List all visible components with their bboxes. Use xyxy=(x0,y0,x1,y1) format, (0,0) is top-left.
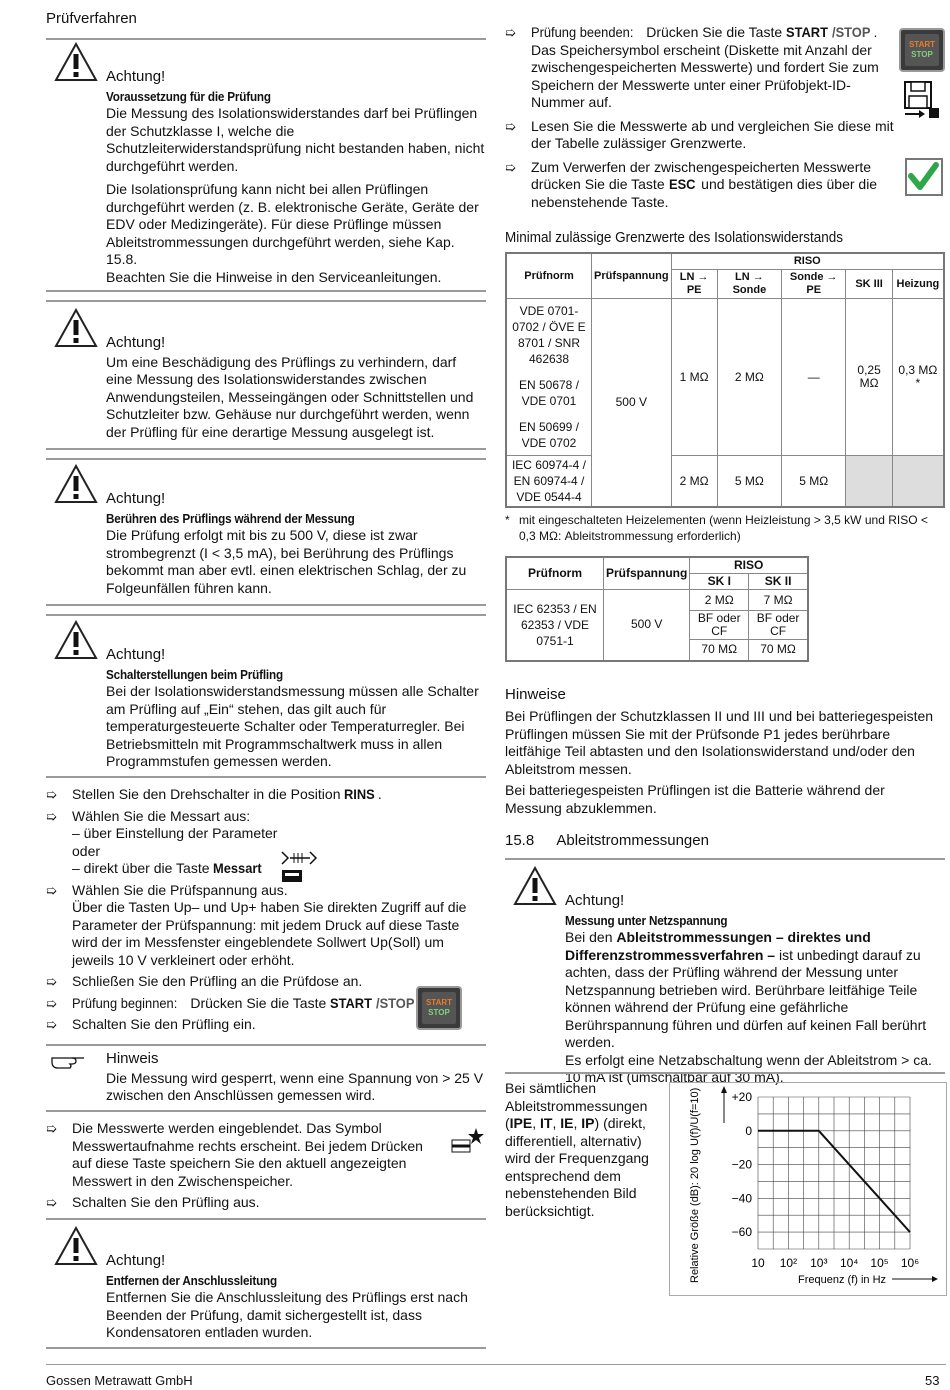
value-cell: 5 MΩ xyxy=(717,456,781,508)
warning-subtitle: Messung unter Netzspannung xyxy=(565,912,728,928)
divider xyxy=(46,300,486,302)
step-text: Lesen Sie die Messwerte ab und vergleichen Sie diese mit der Tabelle zulässiger Grenzwerte. xyxy=(531,117,894,151)
warning-title: Achtung! xyxy=(565,892,625,909)
value-cell: 70 MΩ xyxy=(749,640,808,661)
divider xyxy=(505,858,945,860)
warning-text: Die Messung des Isolationswiderstandes darf bei Prüflingen der Schutzklasse I, welche die Schutzleiterwiderstandsprüfung nicht bestanden haben, nicht durchgeführt werden. xyxy=(106,105,485,174)
value-cell: BF oder CF xyxy=(690,611,749,640)
note-bold: IP xyxy=(581,1115,595,1131)
step-text: Die Messwerte werden eingeblendet. Das Symbol Messwertaufnahme rechts erscheint. Bei jedem Drücken auf diese Taste speichern Sie den aktuell angezeigten Messwert in den Zwischenspeicher. xyxy=(72,1120,423,1189)
step-item xyxy=(46,1120,432,1190)
stop-label: /STOP xyxy=(831,24,871,40)
hinweise-paragraph: Bei Prüflingen der Schutzklassen II und III und bei batteriegespeisten Prüflingen müssen Sie mit der Prüfsonde P1 jedes berührbare leitfähige Teil abtasten und den Isolationswiderstand und/oder den Ableitstrom messen. xyxy=(505,708,934,777)
warning-triangle-icon xyxy=(54,308,98,353)
divider xyxy=(46,776,486,778)
confirm-check-icon[interactable] xyxy=(905,158,943,201)
warning-text: Entfernen Sie die Anschlussleitung des Prüflings erst nach Beenden der Prüfung, damit sichergestellt ist, dass Kondensatoren entladen wurden. xyxy=(106,1289,468,1340)
step-item xyxy=(46,1194,486,1212)
divider xyxy=(46,614,486,616)
value-cell: 1 MΩ xyxy=(671,299,717,456)
divider xyxy=(46,448,486,450)
arrow-bullet-icon: ➯ xyxy=(46,882,57,898)
value-cell: 2 MΩ xyxy=(671,456,717,508)
step-text: Drücken Sie die Taste xyxy=(642,24,787,40)
warning-subtitle: Berühren des Prüflings während der Messung xyxy=(106,510,355,526)
iec-table xyxy=(505,556,809,662)
warning-triangle-icon xyxy=(54,1226,98,1271)
warning-text xyxy=(565,929,945,1052)
step-text: – direkt über die Taste xyxy=(72,860,214,876)
divider xyxy=(505,1072,945,1074)
norm-text: VDE 0701-0702 / ÖVE E 8701 / SNR 462638 xyxy=(512,304,586,366)
step-list xyxy=(46,1120,486,1216)
step-text: Wählen Sie die Prüfspannung aus. xyxy=(72,881,288,898)
norm-text: EN 50699 / VDE 0702 xyxy=(518,420,580,450)
frequency-chart xyxy=(669,1082,947,1296)
divider xyxy=(46,1044,486,1046)
norm-cell xyxy=(506,299,592,456)
warning-text: Die Prüfung erfolgt mit bis zu 500 V, diese ist zwar strombegrenzt (I < 3,5 mA), bei Berührung des Prüflings bekommt man aber evtl. einen elektrischen Schlag, der zu Folgeunfällen führen kann. xyxy=(106,527,467,596)
frequency-note xyxy=(505,1080,657,1220)
col-header: LN → PE xyxy=(671,270,717,299)
step-item xyxy=(46,882,486,970)
start-key-text: START xyxy=(908,40,936,49)
hinweise-text xyxy=(505,708,945,817)
x-tick-label: 10⁴ xyxy=(839,1256,859,1270)
arrow-bullet-icon: ➯ xyxy=(505,118,516,134)
stop-label: /STOP xyxy=(375,994,415,1011)
save-disk-icon[interactable] xyxy=(903,80,941,125)
start-label: START xyxy=(330,994,373,1011)
x-tick-label: 10 xyxy=(751,1256,765,1270)
messart-key-label: Messart xyxy=(213,860,263,876)
col-header: LN → Sonde xyxy=(717,270,781,299)
warning-text: Bei der Isolationswiderstandsmessung müssen alle Schalter am Prüfling auf „Ein“ stehen, das gilt auch für temperaturgesteuerte Schalter oder Temperaturregler. Bei Betriebsmitteln mit Programmschaltwerk muss in allen Programmstufen gemessen werden. xyxy=(106,683,479,769)
warning-title: Achtung! xyxy=(106,68,166,85)
divider xyxy=(46,290,486,292)
step-text: Wählen Sie die Messart aus: xyxy=(72,807,251,824)
col-header: Prüfnorm xyxy=(506,557,604,590)
step-lead: Prüfung beenden: xyxy=(531,24,634,40)
step-text: Schalten Sie den Prüfling ein. xyxy=(72,1016,256,1032)
warning-text: Es erfolgt eine Netzabschaltung wenn der Ableitstrom > ca. 10 mA ist (umschaltbar auf 30 mA). xyxy=(565,1051,932,1085)
value-cell: 5 MΩ xyxy=(782,456,846,508)
note-text: , xyxy=(532,1115,541,1131)
col-header: Sonde → PE xyxy=(782,270,846,299)
hint-title: Hinweis xyxy=(106,1050,159,1067)
step-text: Stellen Sie den Drehschalter in die Position xyxy=(72,786,345,802)
warning-text-part: ist unbedingt darauf zu achten, dass der Prüfling während der Messung unter Netzspannung betrieben wird. Berührbare leitfähige Teile können während der Prüfung eine gefährliche Berührspannung führen und dürfen auf keinen Fall berührt werden. xyxy=(565,946,927,1050)
x-tick-label: 10⁶ xyxy=(900,1256,920,1270)
col-header: Heizung xyxy=(892,270,944,299)
pointing-hand-icon xyxy=(50,1052,86,1075)
value-cell: 70 MΩ xyxy=(690,640,749,661)
warning-title: Achtung! xyxy=(106,1252,166,1269)
step-text: . xyxy=(873,24,878,40)
col-header: Prüfspannung xyxy=(604,557,690,590)
value-cell: 2 MΩ xyxy=(717,299,781,456)
x-tick-label: 10⁵ xyxy=(870,1256,889,1270)
norm-cell: IEC 60974-4 / EN 60974-4 / VDE 0544-4 xyxy=(506,456,592,508)
step-text: Zum Verwerfen der zwischengespeicherten Messwerte drücken Sie die Taste xyxy=(531,158,872,192)
x-tick-label: 10² xyxy=(779,1256,798,1270)
y-tick-label: −40 xyxy=(731,1191,752,1206)
warning-title: Achtung! xyxy=(106,334,166,351)
step-item xyxy=(46,808,486,878)
arrow-bullet-icon: ➯ xyxy=(505,25,516,40)
note-text: ) (direkt, differentiell, alternativ) wird der Frequenzgang entsprechend dem nebenstehenden Bild berücksichtigt. xyxy=(505,1115,649,1219)
step-list xyxy=(505,24,945,215)
divider xyxy=(46,1110,486,1112)
divider xyxy=(46,458,486,460)
y-axis-arrowhead xyxy=(721,1086,727,1093)
warning-text: Um eine Beschädigung des Prüflings zu verhindern, darf eine Messung des Isolationswiderstandes zwischen Anwendungsteilen, Messeingängen oder Schnittstellen und Schutzleiter bzw. Gehäuse nur durchgeführt werden, wenn der Prüfling für eine derartige Messung ausgelegt ist. xyxy=(106,353,474,440)
warning-text: Die Isolationsprüfung kann nicht bei allen Prüflingen durchgeführt werden (z. B. elektronische Geräte, Geräte der EDV oder Medizingeräte). Für diese Prüflinge müssen Ableitstrommessungen durchgeführt werden, siehe Kap. 15.8. xyxy=(106,181,479,267)
footer-divider xyxy=(46,1364,946,1365)
riso-header: RISO xyxy=(690,557,808,574)
start-key-text: START xyxy=(425,998,453,1007)
empty-cell xyxy=(892,456,944,508)
warning-triangle-icon xyxy=(54,42,98,87)
start-stop-key-icon[interactable] xyxy=(899,28,945,72)
note-text: Bei sämtlichen Ableitstrommessungen ( xyxy=(505,1080,648,1131)
rins-label: RINS xyxy=(344,786,376,802)
col-header: SK I xyxy=(690,574,749,590)
voltage-cell: 500 V xyxy=(592,299,672,508)
norm-cell: IEC 62353 / EN 62353 / VDE 0751-1 xyxy=(506,590,604,661)
start-stop-key-icon[interactable] xyxy=(416,986,462,1030)
arrow-bullet-icon: ➯ xyxy=(46,808,57,824)
arrow-bullet-icon: ➯ xyxy=(46,995,57,1011)
arrow-bullet-icon: ➯ xyxy=(505,159,516,175)
footnote-marker: * xyxy=(505,513,510,527)
warning-title: Achtung! xyxy=(106,646,166,663)
warning-subtitle: Schalterstellungen beim Prüfling xyxy=(106,666,283,682)
warning-text-part: Bei den xyxy=(565,929,617,945)
value-cell: 7 MΩ xyxy=(749,590,808,611)
footnote xyxy=(505,512,945,544)
arrow-bullet-icon: ➯ xyxy=(46,787,57,802)
note-bold: IT xyxy=(540,1115,553,1131)
footnote-text: mit eingeschalteten Heizelementen (wenn Heizleistung > 3,5 kW und RISO < 0,3 MΩ: Ableitstrommessung erforderlich) xyxy=(519,513,928,543)
arrow-bullet-icon: ➯ xyxy=(46,1121,57,1136)
start-label: START xyxy=(786,24,829,40)
arrow-bullet-icon: ➯ xyxy=(46,974,57,989)
divider xyxy=(46,1347,486,1349)
hinweise-paragraph: Bei batteriegespeisten Prüflingen ist die Batterie während der Messung abzuklemmen. xyxy=(505,782,885,816)
section-title: Prüfverfahren xyxy=(46,10,137,27)
table1-title: Minimal zulässige Grenzwerte des Isolationswiderstands xyxy=(505,230,844,246)
step-item xyxy=(505,159,891,212)
warning-triangle-icon xyxy=(54,464,98,509)
y-tick-label: −20 xyxy=(731,1157,752,1172)
step-text: Schalten Sie den Prüfling aus. xyxy=(72,1194,260,1210)
step-text: . xyxy=(377,786,382,802)
y-tick-label: −60 xyxy=(731,1225,752,1240)
note-bold: IPE xyxy=(509,1115,533,1131)
value-cell: 2 MΩ xyxy=(690,590,749,611)
col-header: SK II xyxy=(749,574,808,590)
col-header: Prüfspannung xyxy=(592,253,672,299)
footer-page: 53 xyxy=(925,1373,940,1388)
divider xyxy=(46,604,486,606)
col-header: Prüfnorm xyxy=(506,253,592,299)
y-tick-label: +20 xyxy=(731,1090,752,1104)
chart-svg xyxy=(670,1083,946,1295)
x-tick-label: 10³ xyxy=(810,1256,828,1270)
warning-subtitle: Entfernen der Anschlussleitung xyxy=(106,1272,277,1288)
step-text: Über die Tasten Up– und Up+ haben Sie direkten Zugriff auf die Parameter der Prüfspannung: mit jedem Druck auf diese Taste wird der im Messfenster eingeblendete Sollwert Up(Soll) um jeweils 10 V verkleinert oder erhöht. xyxy=(72,899,467,968)
arrow-bullet-icon: ➯ xyxy=(46,1195,57,1210)
step-text: Drücken Sie die Taste xyxy=(186,994,331,1011)
voltage-cell: 500 V xyxy=(604,590,690,661)
note-text: , xyxy=(573,1115,582,1131)
section-heading xyxy=(505,832,709,850)
note-bold: IE xyxy=(560,1115,574,1131)
step-item xyxy=(505,118,911,153)
note-text: , xyxy=(552,1115,561,1131)
section-number: 15.8 xyxy=(505,832,535,849)
value-cell: 0,25 MΩ xyxy=(846,299,892,456)
warning-triangle-icon xyxy=(54,620,98,665)
y-axis-label: Relative Größe (dB): 20 log U(f)/U(f=10) xyxy=(689,1087,701,1283)
riso-header: RISO xyxy=(671,253,944,270)
empty-cell xyxy=(846,456,892,508)
limits-table xyxy=(505,252,945,508)
step-text: Schließen Sie den Prüfling an die Prüfdose an. xyxy=(72,973,363,989)
step-text: oder xyxy=(72,842,101,859)
section-title: Ableitstrommessungen xyxy=(556,832,709,849)
warning-text-bold: Ableitstrommessungen – direktes und Differenzstrommessverfahren – xyxy=(565,929,871,963)
y-tick-label: 0 xyxy=(745,1123,752,1138)
step-lead: Prüfung beginnen: xyxy=(72,994,178,1011)
value-cell: BF oder CF xyxy=(749,611,808,640)
esc-label: ESC xyxy=(668,176,695,192)
warning-title: Achtung! xyxy=(106,490,166,507)
stop-key-text: STOP xyxy=(911,50,933,59)
divider xyxy=(46,1218,486,1220)
x-axis-arrowhead xyxy=(932,1276,938,1282)
footer-company: Gossen Metrawatt GmbH xyxy=(46,1373,193,1388)
value-cell: — xyxy=(782,299,846,456)
stop-key-text: STOP xyxy=(428,1008,450,1017)
divider xyxy=(46,38,486,40)
step-text: und bestätigen dies über die nebenstehende Taste. xyxy=(531,176,878,210)
col-header: SK III xyxy=(846,270,892,299)
arrow-bullet-icon: ➯ xyxy=(46,1017,57,1032)
x-axis-label: Frequenz (f) in Hz xyxy=(798,1274,887,1286)
norm-text: EN 50678 / VDE 0701 xyxy=(518,378,580,408)
value-cell: 0,3 MΩ * xyxy=(892,299,944,456)
warning-subtitle: Voraussetzung für die Prüfung xyxy=(106,88,271,104)
step-text: – über Einstellung der Parameter xyxy=(72,825,278,841)
step-item xyxy=(505,24,897,112)
step-text: Das Speichersymbol erscheint (Diskette mit Anzahl der zwischengespeicherten Messwerte) und fordert Sie zum Speichern der Messwerte unter einer Prüfobjekt-ID-Nummer auf. xyxy=(531,41,879,110)
warning-triangle-icon xyxy=(513,866,557,911)
hint-text: Die Messung wird gesperrt, wenn eine Spannung von > 25 V zwischen den Anschlüssen gemessen wird. xyxy=(106,1069,484,1103)
record-measurement-icon[interactable] xyxy=(450,1126,484,1159)
warning-text: Beachten Sie die Hinweise in den Serviceanleitungen. xyxy=(106,268,442,285)
step-item xyxy=(46,786,486,804)
hinweise-title: Hinweise xyxy=(505,686,566,703)
